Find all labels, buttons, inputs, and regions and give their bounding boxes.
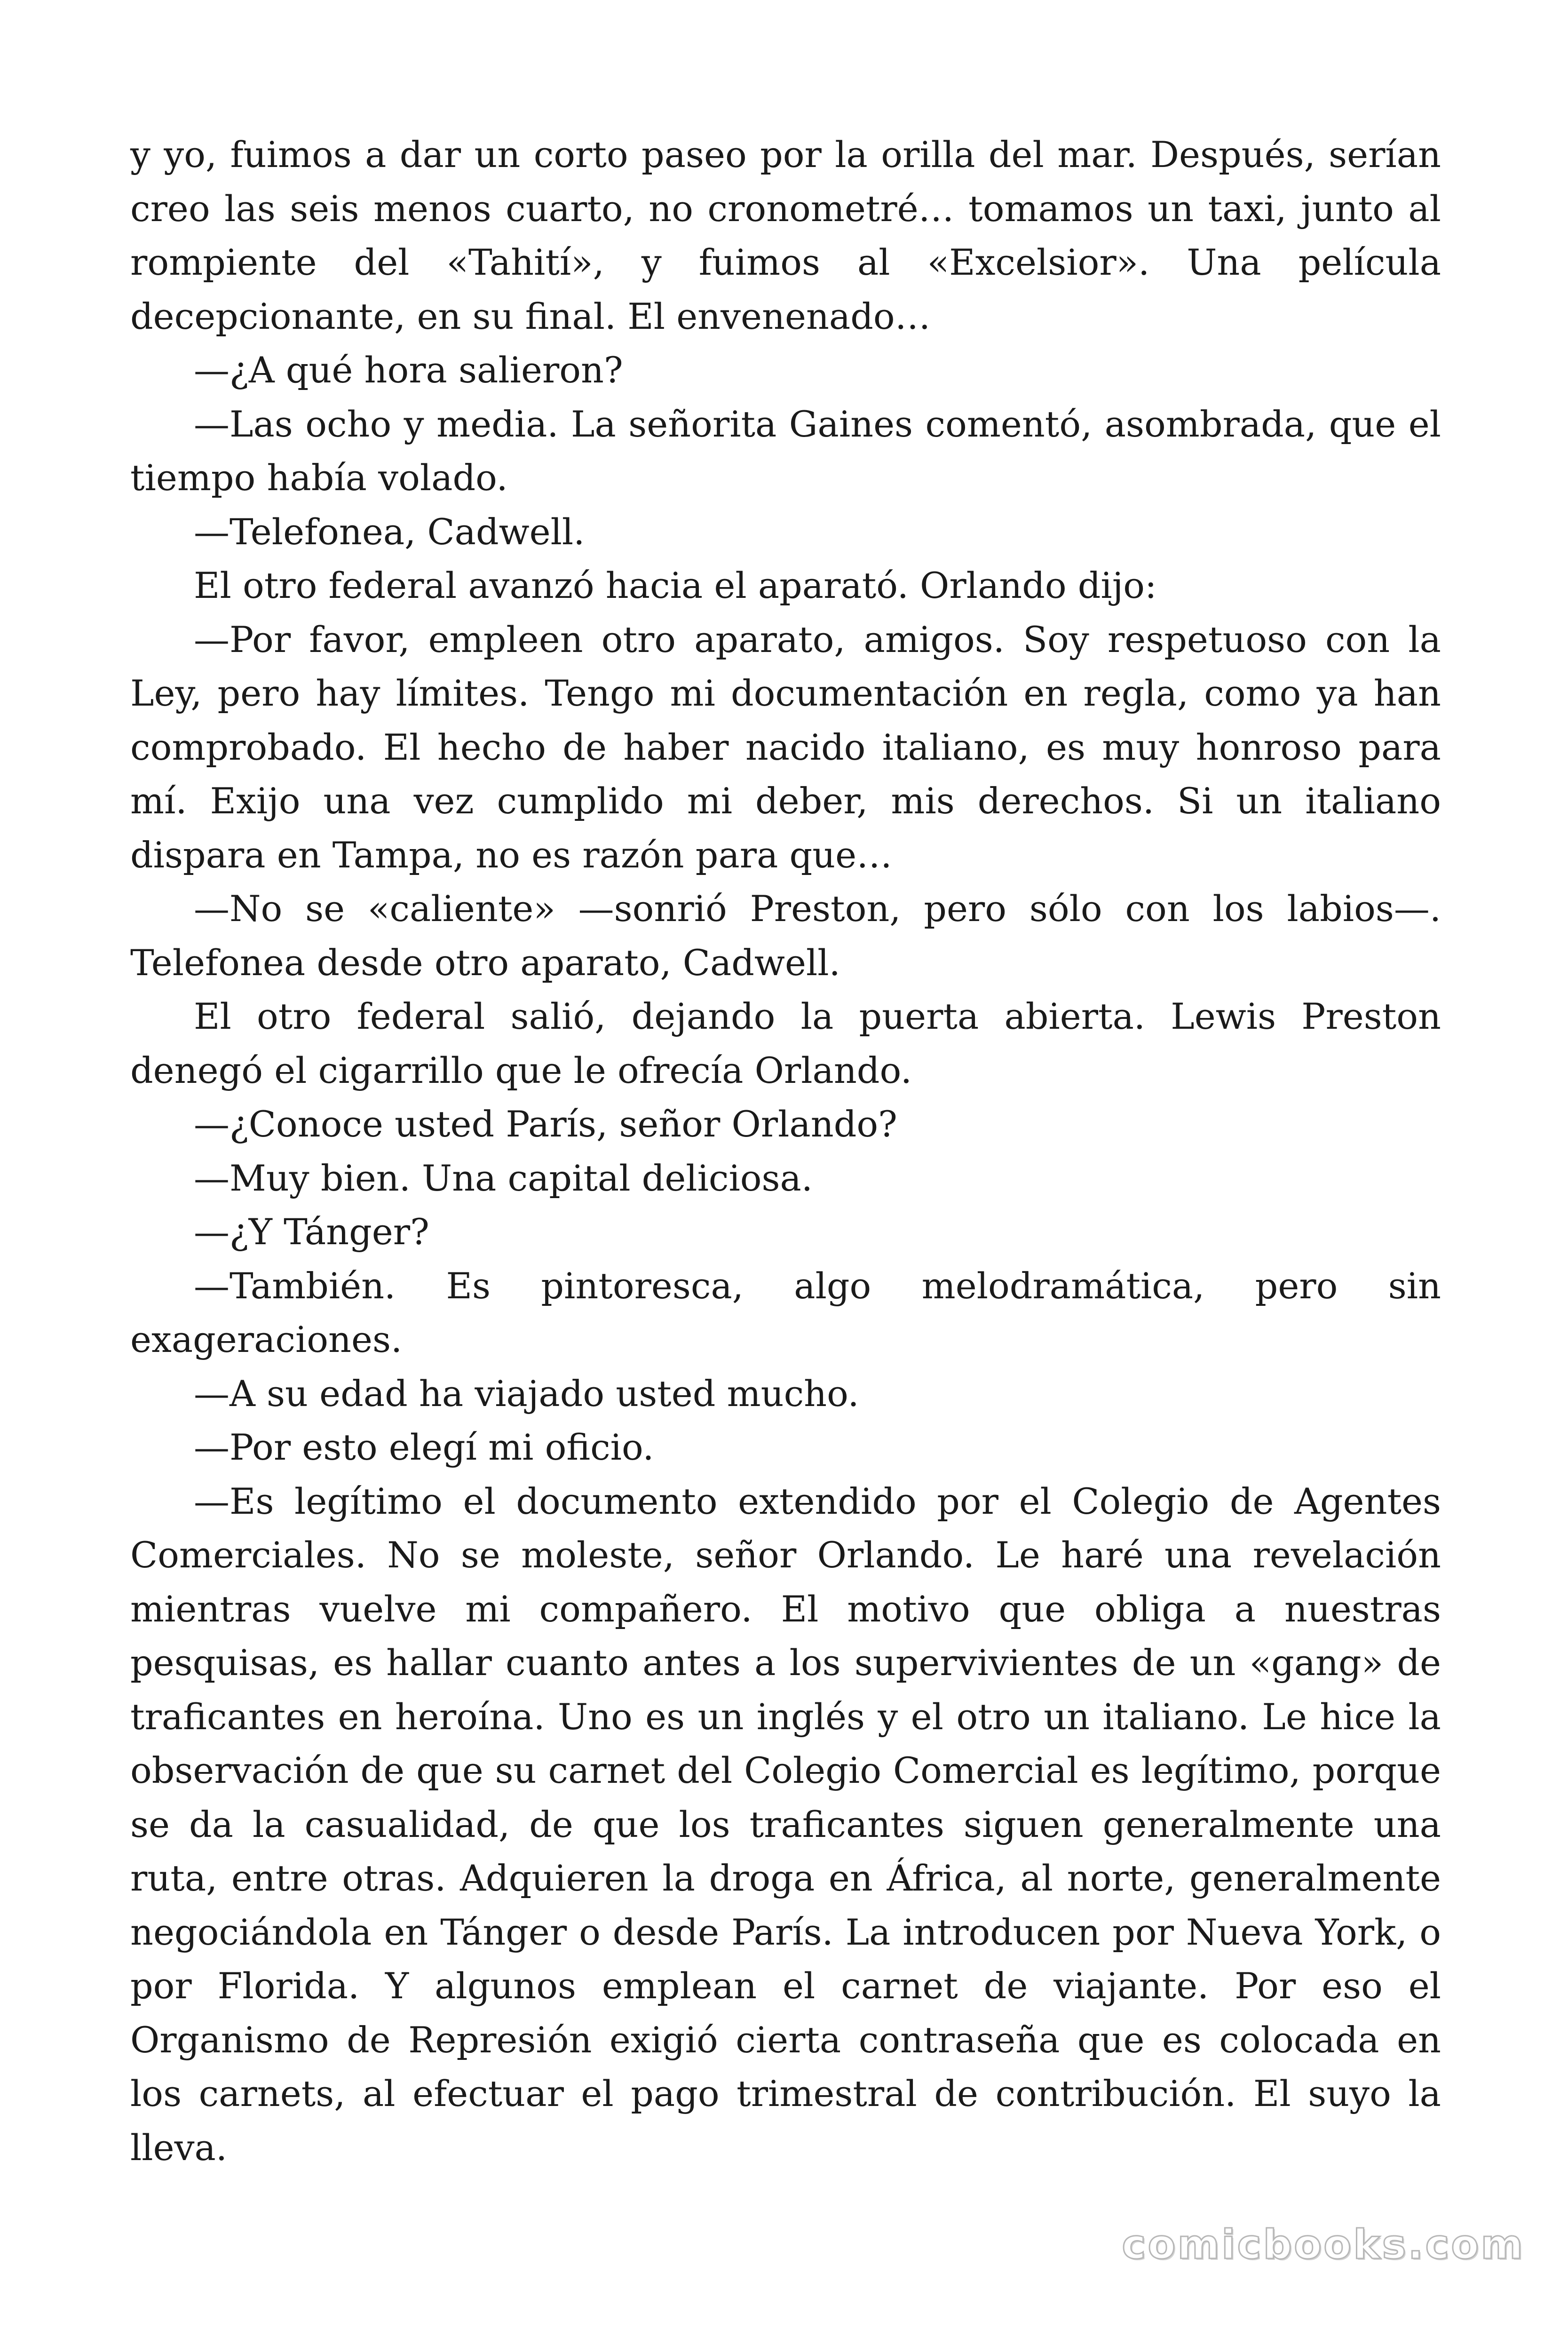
paragraph: El otro federal salió, dejando la puerta abierta. Lewis Preston denegó el cigarrillo que le ofrecía Orlando. bbox=[130, 995, 1441, 1091]
paragraph: —Por esto elegí mi oficio. bbox=[194, 1426, 654, 1468]
paragraph: El otro federal avanzó hacia el aparató. Orlando dijo: bbox=[194, 564, 1157, 606]
paragraph: —A su edad ha viajado usted mucho. bbox=[194, 1372, 859, 1414]
paragraph: —También. Es pintoresca, algo melodramática, pero sin exageraciones. bbox=[130, 1264, 1441, 1360]
paragraph: —¿Conoce usted París, señor Orlando? bbox=[194, 1103, 897, 1145]
watermark: comicbooks.com bbox=[1122, 2221, 1525, 2268]
paragraph: y yo, fuimos a dar un corto paseo por la orilla del mar. Después, serían creo las seis menos cuarto, no cronometré… tomamos un taxi, junto al rompiente del «Tahití», y fuimos al «Excelsior». Una película decepcionante, en su final. El envenenado… bbox=[130, 134, 1441, 337]
paragraph: —Las ocho y media. La señorita Gaines comentó, asombrada, que el tiempo había volado. bbox=[130, 403, 1441, 499]
paragraph: —Por favor, empleen otro aparato, amigos. Soy respetuoso con la Ley, pero hay límites. Tengo mi documentación en regla, como ya han comprobado. El hecho de haber nacido italiano, es muy honroso para mí. Exijo una vez cumplido mi deber, mis derechos. Si un italiano dispara en Tampa, no es razón para que… bbox=[130, 618, 1441, 876]
paragraph: —Muy bien. Una capital deliciosa. bbox=[194, 1157, 813, 1199]
paragraph: —¿A qué hora salieron? bbox=[194, 349, 623, 391]
paragraph: —Telefonea, Cadwell. bbox=[194, 510, 585, 553]
paragraph: —¿Y Tánger? bbox=[194, 1211, 429, 1253]
paragraph: —No se «caliente» —sonrió Preston, pero sólo con los labios—. Telefonea desde otro aparato, Cadwell. bbox=[130, 888, 1441, 984]
body-text bbox=[130, 128, 1441, 2175]
paragraph: —Es legítimo el documento extendido por el Colegio de Agentes Comerciales. No se moleste, señor Orlando. Le haré una revelación mientras vuelve mi compañero. El motivo que obliga a nuestras pesquisas, es hallar cuanto antes a los supervivientes de un «gang» de traficantes en heroína. Uno es un inglés y el otro un italiano. Le hice la observación de que su carnet del Colegio Comercial es legítimo, porque se da la casualidad, de que los traficantes siguen generalmente una ruta, entre otras. Adquieren la droga en África, al norte, generalmente negociándola en Tánger o desde París. La introducen por Nueva York, o por Florida. Y algunos emplean el carnet de viajante. Por eso el Organismo de Represión exigió cierta contraseña que es colocada en los carnets, al efectuar el pago trimestral de contribución. El suyo la lleva. bbox=[130, 1480, 1441, 2169]
